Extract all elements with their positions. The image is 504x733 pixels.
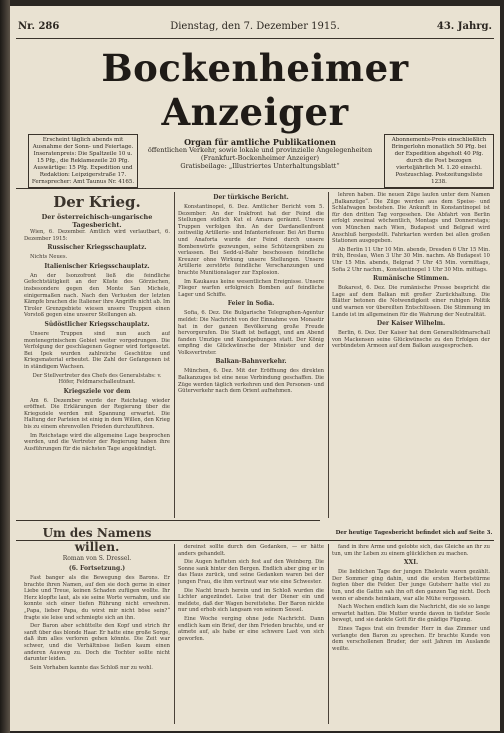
serial-paragraph: Eine Woche verging ohne jede Nachricht. Dann endlich kam ein Brief, der ihm Frieden brachte, und er atmete auf, als habe er eine schwere Last von sich geworfen. <box>178 615 324 642</box>
news-section: Der türkische Bericht. <box>213 194 289 201</box>
news-paragraph: Im Kaukasus keine wesentlichen Ereignisse. Unsere Flieger warfen erfolgreich Bomben auf feindliche Lager und Schiffe. <box>178 278 324 298</box>
feuilleton-rule <box>16 520 320 521</box>
column-divider <box>174 192 175 518</box>
masthead-title: Bockenheimer Anzeiger <box>101 46 409 134</box>
serial-chapter: (6. Fortsetzung.) <box>68 565 126 572</box>
news-section: Feier in Sofia. <box>227 300 275 308</box>
serial-author: Roman von S. Dressel. <box>62 555 132 562</box>
issue-date: Dienstag, den 7. Dezember 1915. <box>170 21 340 32</box>
war-subtitle: Der österreichisch-ungarische Tagesbericht. <box>41 213 153 229</box>
war-paragraph: Am 6. Dezember wurde der Reichstag wieder eröffnet. Die Erklärungen der Regierung über die Kriegsziele werden mit Spannung erwartet. Die Haltung der Parteien ist einig in dem Willen, den Krieg bis zu einem ehrenvollen Frieden durchzuführen. <box>24 397 170 431</box>
issue-year: 43. Jahrg. <box>436 21 492 32</box>
news-column-3 <box>332 192 490 526</box>
info-box-right: Abonnements-Preis einschließlich Bringerlohn monatlich 50 Pfg. bei der Expedition abgeholt 40 Pfg. durch die Post bezogen vierteljährlich M. 1.20 einschl. Postzuschlag. Postzeitungsliste 1238. <box>384 134 494 188</box>
news-paragraph: München, 6. Dez. Mit der Eröffnung des direkten Balkanzuges ist eine neue Verbindung geschaffen. Die Züge werden täglich verkehren und den Personen- und Güterverkehr nach dem Orient aufnehmen. <box>178 368 324 395</box>
serial-paragraph: Sein Vorhaben kannte das Schloß nur zu wohl. <box>30 664 153 671</box>
column-divider <box>328 192 329 518</box>
serial-paragraph: Die lieblichen Tage der jungen Eheleute waren gezählt. Der Sommer ging dahin, und die ersten Herbststürme fegten über die Felder. Der junge Gutsherr hatte viel zu tun, und die Gattin sah ihn oft den ganzen Tag nicht. Doch wenn er abends heimkam, war alle Mühe vergessen. <box>332 569 490 602</box>
news-section: Rumänische Stimmen. <box>373 275 449 283</box>
news-paragraph: lehren haben. Die neuen Züge laufen unter dem Namen „Balkanzüge“. Die Züge werden aus dem Speise- und Schlafwagen bestehen. Die Ankunft in Konstantinopel ist für den dritten Tag vorgesehen. Die Abfahrt von Berlin erfolgt zweimal wöchentlich, Montags und Donnerstags; von München nach Wien, Budapest und Belgrad wird Anschluß hergestellt. Fahrkarten werden bei allen großen Stationen ausgegeben. <box>332 192 490 245</box>
organ-line2: öffentlichen Verkehr, sowie lokale und provinzielle Angelegenheiten <box>147 146 373 154</box>
serial-column-2 <box>178 544 324 724</box>
serial-paragraph: dereinst sollte durch den Gedanken, — er hätte anders gehandelt. <box>178 544 324 557</box>
war-section: Südöstlicher Kriegsschauplatz. <box>44 320 150 328</box>
info-box-left: Erscheint täglich abends mit Ausnahme der Sonn- und Feiertage. Inseratenpreis: Die Spaltzeile 10 u. 15 Pfg., die Reklamezeile 20 Pfg. Auswärtige: 15 Pfg. Expedition und Redaktion: Leipzigerstraße 17. Fernsprecher: Amt Taunus Nr. 4165. <box>28 134 138 188</box>
serial-paragraph: Nach Wochen endlich kam die Nachricht, die sie so lange erwartet hatten. Die Mutter wurde davon in tiefster Seele bewegt, und sie dankte Gott für die gnädige Fügung. <box>332 604 490 624</box>
news-paragraph: Sofia, 6. Dez. Die Bulgarische Telegraphen-Agentur meldet: Die Nachricht von der Einnahme von Monastir hat in der ganzen Bevölkerung große Freude hervorgerufen. Die Stadt ist beflaggt, und am Abend fanden Umzüge und Kundgebungen statt. Der König empfing die Glückwünsche der Minister und der Volksvertreter. <box>178 310 324 356</box>
news-section: Der Kaiser Wilhelm. <box>376 320 446 328</box>
news-paragraph: Berlin, 6. Dez. Der Kaiser hat dem Generalfeldmarschall von Mackensen seine Glückwünsche zu den Erfolgen der verbündeten Armeen auf dem Balkan ausgesprochen. <box>332 330 490 350</box>
war-paragraph: Im Reichstage wird die allgemeine Lage besprochen werden, und die Vertreter der Regierung haben ihre Ausführungen für die nächsten Tage angekündigt. <box>24 432 170 452</box>
war-section: Kriegsziele vor dem <box>63 387 131 395</box>
organ-line1: Organ für amtliche Publikationen <box>184 137 336 147</box>
serial-column <box>24 524 170 724</box>
serial-paragraph: Die Nacht brach herein und im Schloß wurden die Lichter angezündet. Leise trat der Diener ein und meldete, daß der Wagen bereitstehe. Der Baron nickte nur und erhob sich langsam von seinem Sessel. <box>178 587 324 614</box>
column-divider <box>328 544 329 724</box>
war-signature: Der Stellvertreter des Chefs des Generalstabs: v. Höfer, Feldmarschalleutnant. <box>32 372 162 386</box>
serial-paragraph: Fast banger als die Bewegung des Barons. Er brachte ihren Namen, auf den sie doch gerne in einer Liebe und Treue, keinen Schaden zufügen wollte. Ihr Herz klopfte laut, als sie seine Worte vernahm, und sie konnte sich einer tiefen Rührung nicht erwehren. „Papa, lieber Papa, du wirst mir nicht böse sein?“ fragte sie leise und schmiegte sich an ihn. <box>24 575 170 621</box>
masthead-rule <box>16 188 494 189</box>
war-paragraph: Wien, 6. Dezember. Amtlich wird verlautbart, 6. Dezember 1915: <box>24 229 170 242</box>
serial-paragraph: Der Baron aber schüttelte den Kopf und strich ihr sanft über das blonde Haar. Er hatte eine große Sorge, daß ihm alles verloren gehen könnte. Die Zeit war schwer, und die Verhältnisse ließen kaum einen anderen Ausweg zu. Doch die Tochter sollte nicht darunter leiden. <box>24 623 170 663</box>
war-title: Der Krieg. <box>53 193 141 211</box>
news-paragraph: Bukarest, 6. Dez. Die rumänische Presse bespricht die Lage auf dem Balkan mit großer Zurückhaltung. Die Blätter betonen die Notwendigkeit einer ruhigen Politik und warnen vor übereilten Entschlüssen. Die Stimmung im Lande ist im allgemeinen für die Wahrung der Neutralität. <box>332 285 490 318</box>
binding-spine <box>0 0 10 733</box>
news-column-2 <box>178 192 324 518</box>
serial-title: Um des Namens willen. <box>42 526 152 554</box>
daily-report-note: Der heutige Tagesbericht befindet sich auf Seite 3. <box>335 530 493 536</box>
organ-line3: (Frankfurt-Bockenheimer Anzeiger) <box>200 154 320 162</box>
war-paragraph: Nichts Neues. <box>30 254 68 261</box>
organ-line4: Gratisbeilage: „Illustriertes Unterhaltungsblatt“ <box>180 162 340 170</box>
issue-number: Nr. 286 <box>18 21 60 32</box>
war-section: Italienischer Kriegsschauplatz. <box>44 262 150 270</box>
war-paragraph: Unsere Truppen sind nun auch auf montenegrinischem Gebiet weiter vorgedrungen. Die Verfolgung der geschlagenen Gegner wird fortgesetzt. Bei Ipek wurden zahlreiche Geschütze und Kriegsmaterial erbeutet. Die Zahl der Gefangenen ist in ständigem Wachsen. <box>24 330 170 370</box>
organ-block <box>140 138 380 170</box>
header-rule <box>16 38 494 39</box>
newspaper-page <box>10 6 500 731</box>
war-section: Russischer Kriegsschauplatz. <box>47 244 147 252</box>
news-paragraph: Ab Berlin 11 Uhr 10 Min. abends, Dresden 6 Uhr 15 Min. früh, Breslau, Wien 3 Uhr 30 Min. nachm. Ab Budapest 10 Uhr 15 Min. abends, Belgrad 7 Uhr 45 Min. vormittags, Sofia 2 Uhr nachm., Konstantinopel 1 Uhr 30 Min. mittags. <box>332 246 490 273</box>
serial-paragraph: Eines Tages trat ein fremder Herr in das Zimmer und verlangte den Baron zu sprechen. Er brachte Kunde von dem verschollenen Bruder, der seit Jahren im Auslande weilte. <box>332 625 490 652</box>
war-column <box>24 192 170 504</box>
news-paragraph: Konstantinopel, 6. Dez. Amtlicher Bericht vom 5. Dezember: An der Irakfront hat der Feind die Stellungen südlich Kut el Amara geräumt. Unsere Truppen verfolgen ihn. An der Dardanellenfront zeitweilig Artillerie- und Infanteriefeuer. Bei Ari Burnu und Anaforta wurde der Feind durch unsere Bombenwürfe gezwungen, seine Schützengräben zu verlassen. Bei Sedd-ul-Bahr beschossen feindliche Kreuzer ohne Wirkung unsere Stellungen. Unsere Artillerie zerstörte feindliche Verschanzungen und brachte Munitionslager zur Explosion. <box>178 204 324 276</box>
serial-paragraph: fand in ihre Arme und gelobte sich, das Gleiche an ihr zu tun, um ihr Leben zu einem glücklichen zu machen. <box>332 544 490 557</box>
serial-chapter: XXI. <box>403 559 419 567</box>
war-paragraph: An der Isonzofront ließ die feindliche Gefechtstätigkeit an der Küste des Görzischen, insbesondere gegen den Monte San Michele, einigermaßen nach. Nach den Verlusten der letzten Kämpfe brachen die Italiener ihre Angriffe nicht ab. Im Tiroler Grenzgebiete wiesen unsere Truppen einen Vorstoß gegen eine unserer Stellungen ab. <box>24 272 170 319</box>
news-section: Balkan-Bahnverkehr. <box>215 358 287 366</box>
serial-column-3 <box>332 544 490 724</box>
serial-paragraph: Die Augen hefteten sich fest auf den Weinberg. Die Sonne sank hinter den Bergen. Endlich aber ging er in das Haus zurück, und seine Gedanken waren bei der jungen Frau, die ihm vertraut war wie eine Schwester. <box>178 559 324 585</box>
column-divider <box>174 544 175 724</box>
